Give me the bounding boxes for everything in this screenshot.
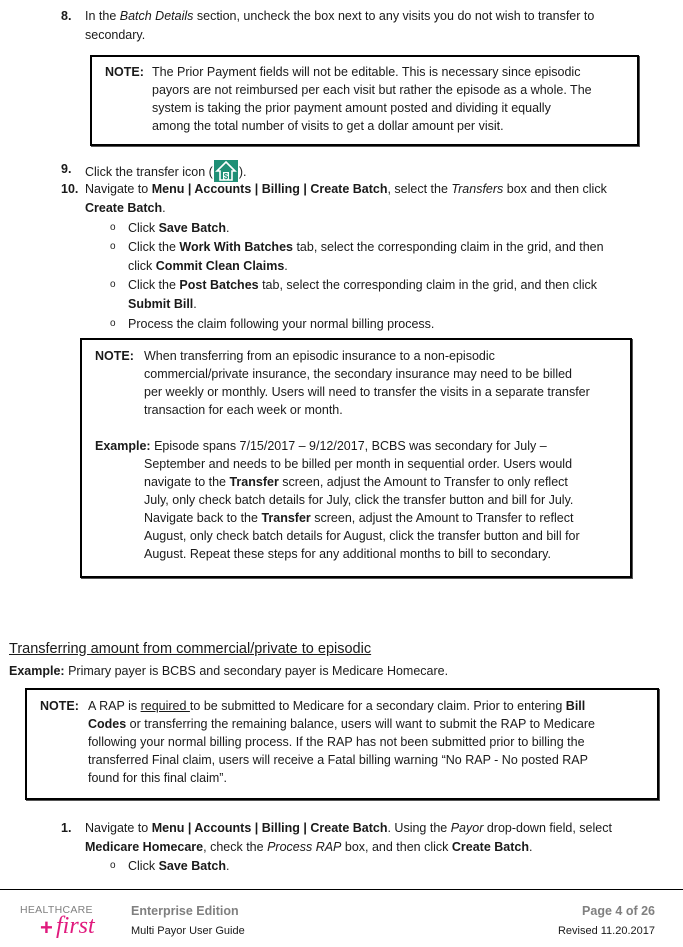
step-text: Click the transfer icon ( $ ). [85,160,246,182]
step-number: 10. [61,182,79,196]
footer-page-number: Page 4 of 26 [582,904,655,918]
footer-divider [0,889,683,890]
note-text: following your normal billing process. If the RAP has not been submitted prior to billing the [88,735,585,749]
step-text: Navigate to Menu | Accounts | Billing | Create Batch, select the Transfers box and then click [85,182,607,196]
note-label: NOTE: [105,65,144,79]
bullet-icon: o [110,241,116,252]
example-label: Example: [9,664,65,678]
example-text: August, only check batch details for August, click the transfer button and bill for [144,529,580,543]
note-label: NOTE: [40,699,79,713]
sub-step-cont: click Commit Clean Claims. [128,259,288,273]
note-text: per weekly or monthly. Users will need to transfer the visits in a separate transfer [144,385,590,399]
example-text: navigate to the Transfer screen, adjust the Amount to Transfer to only reflect [144,475,568,489]
plus-icon: + [40,915,53,940]
example-text: Navigate back to the Transfer screen, adjust the Amount to Transfer to reflect [144,511,574,525]
note-label: NOTE: [95,349,134,363]
bullet-icon: o [110,318,116,329]
section-heading: Transferring amount from commercial/private to episodic [9,641,372,657]
note-box-episodic-to-commercial [80,338,632,578]
step-number: 9. [61,162,72,176]
note-box-prior-payment [90,55,639,146]
sub-step-cont: Submit Bill. [128,297,197,311]
note-text: The Prior Payment fields will not be editable. This is necessary since episodic [152,65,581,79]
sub-step: Click the Post Batches tab, select the corresponding claim in the grid, and then click [128,278,597,292]
svg-text:$: $ [223,172,229,181]
footer-guide-title: Multi Payor User Guide [131,925,245,937]
note-text: commercial/private insurance, the secondary insurance may need to be billed [144,367,573,381]
step-text-cont: Create Batch. [85,201,166,215]
example-text: July, only check batch details for July, click the transfer button and bill for July. [144,493,574,507]
step-text-cont: Medicare Homecare, check the Process RAP box, and then click Create Batch. [85,840,533,854]
step-number: 8. [61,9,72,23]
bullet-icon: o [110,222,116,233]
note-text: A RAP is required to be submitted to Medicare for a secondary claim. Prior to entering Bill [88,699,586,713]
example-label: Example: [95,439,151,453]
note-text: Codes or transferring the remaining balance, users will want to submit the RAP to Medicare [88,717,595,731]
note-text: system is taking the prior payment amount posted and dividing it equally [152,101,551,115]
transfer-icon [214,160,238,182]
step-text-cont: secondary. [85,28,146,42]
section-example: Example: Primary payer is BCBS and secondary payer is Medicare Homecare. [9,664,449,678]
healthcare-first-logo: HEALTHCARE + first [20,904,95,940]
sub-step: Click Save Batch. [128,221,230,235]
step-number: 1. [61,821,72,835]
bullet-icon: o [110,860,116,871]
sub-step: Process the claim following your normal billing process. [128,317,435,331]
bullet-icon: o [110,279,116,290]
example-text: August. Repeat these steps for any additional months to bill to secondary. [144,547,551,561]
sub-step: Click Save Batch. [128,859,230,873]
note-text: transferred Final claim, users will receive a Fatal billing warning “No RAP - No posted RAP [88,753,588,767]
footer-revised-date: Revised 11.20.2017 [557,925,655,937]
sub-step: Click the Work With Batches tab, select the corresponding claim in the grid, and then [128,240,604,254]
step-text: Navigate to Menu | Accounts | Billing | Create Batch. Using the Payor drop-down field, select [85,821,612,835]
note-text: among the total number of visits to get a dollar amount per visit. [152,119,504,133]
menu-path: Menu | Accounts | Billing | Create Batch [151,182,388,196]
example-line: Example: Episode spans 7/15/2017 – 9/12/2017, BCBS was secondary for July – [95,439,547,453]
note-text: found for this final claim”. [88,771,227,785]
note-text: transaction for each week or month. [144,403,343,417]
menu-path: Menu | Accounts | Billing | Create Batch [151,821,388,835]
example-text: September and needs to be billed per month in sequential order. Users would [144,457,573,471]
note-box-rap-required [25,688,659,800]
note-text: When transferring from an episodic insurance to a non-episodic [144,349,495,363]
note-text: payors are not reimbursed per each visit but rather the episode as a whole. The [152,83,592,97]
step-text: In the Batch Details section, uncheck the box next to any visits you do not wish to transfer to [85,9,595,23]
footer-edition: Enterprise Edition [131,904,239,918]
